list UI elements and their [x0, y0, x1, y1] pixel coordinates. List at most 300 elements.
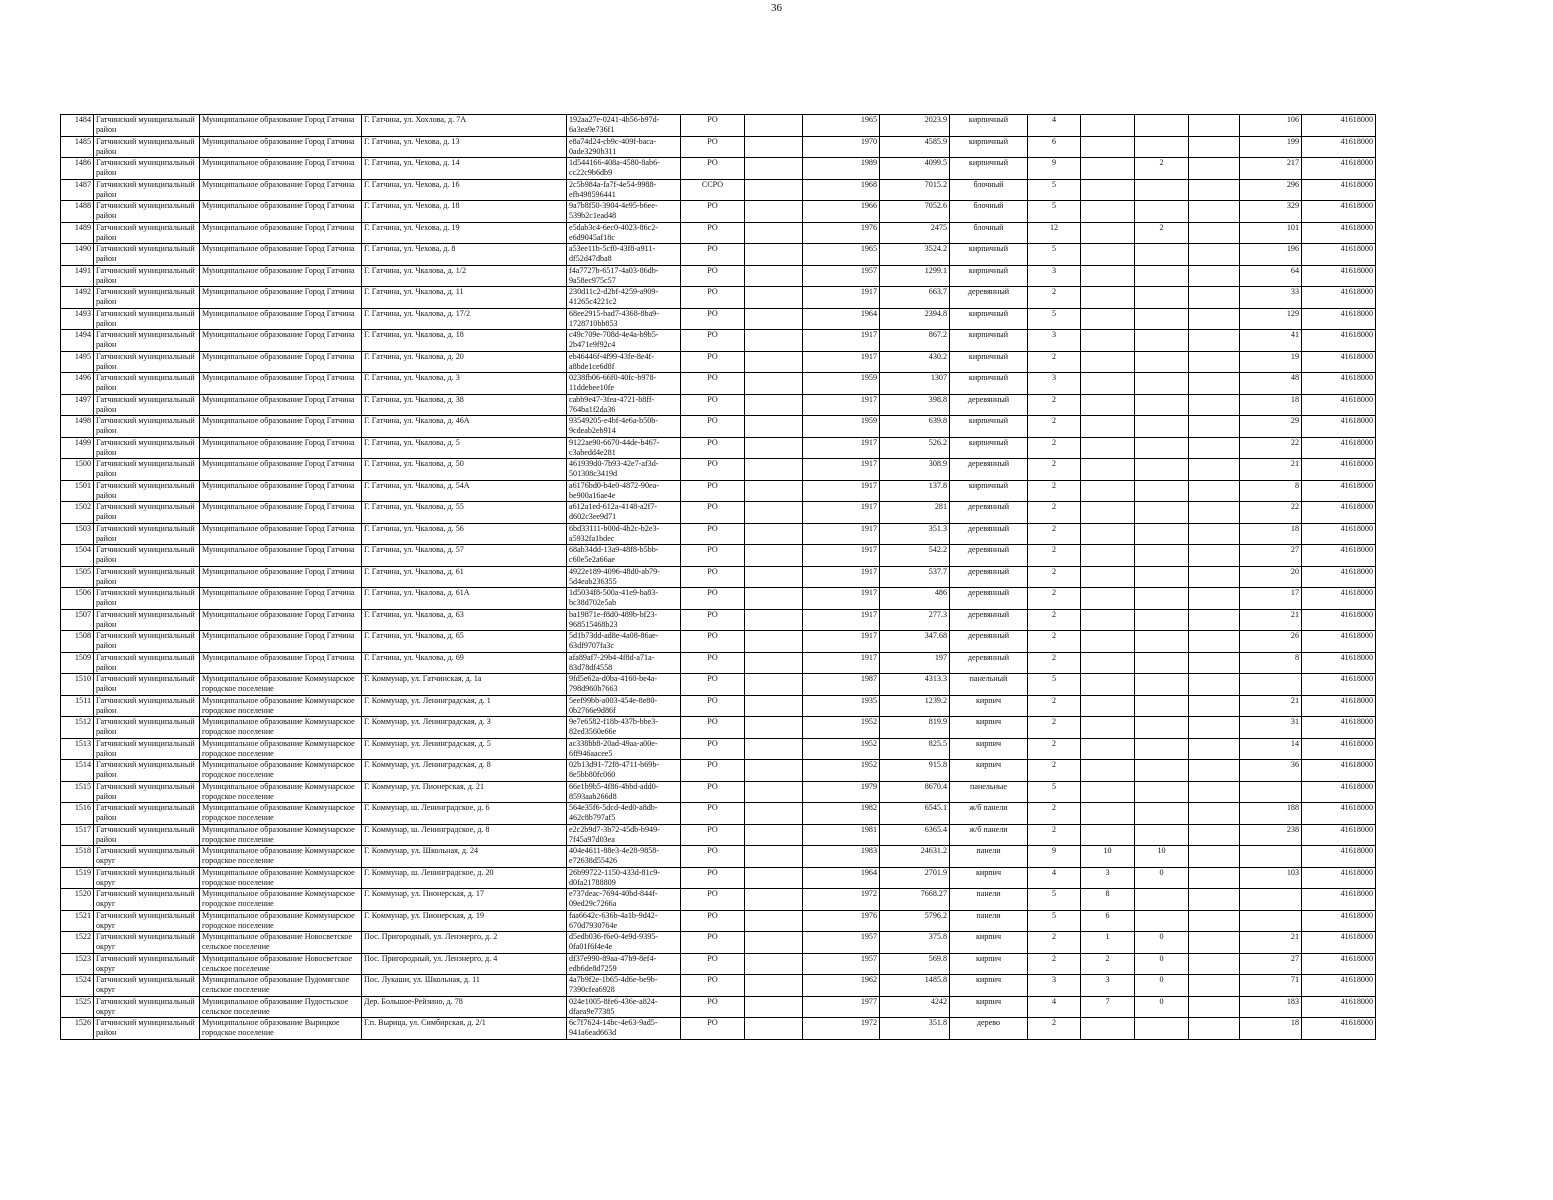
wall-material-cell: панельный: [950, 674, 1028, 696]
municipality-cell: Муниципальное образование Коммунарское городское поселение: [200, 781, 362, 803]
wall-material-cell: деревянный: [950, 545, 1028, 567]
floors-cell: 5: [1028, 781, 1081, 803]
oktmo-cell: 41618000: [1302, 953, 1376, 975]
residents-cell: 21: [1240, 932, 1302, 954]
address-cell: Г. Гатчина, ул. Чкалова, д. 61А: [362, 588, 567, 610]
oktmo-cell: 41618000: [1302, 803, 1376, 825]
entrances-cell: [1081, 480, 1135, 502]
page-number: 36: [771, 2, 782, 14]
oktmo-cell: 41618000: [1302, 437, 1376, 459]
district-cell: Гатчинский муниципальный район: [94, 760, 200, 782]
empty-cell: [745, 760, 803, 782]
year-cell: 1982: [803, 803, 880, 825]
year-cell: 1959: [803, 373, 880, 395]
row-number: 1520: [61, 889, 94, 911]
district-cell: Гатчинский муниципальный район: [94, 824, 200, 846]
floors-cell: 3: [1028, 975, 1081, 997]
empty-cell: [1189, 244, 1240, 266]
row-number: 1524: [61, 975, 94, 997]
residents-cell: 19: [1240, 351, 1302, 373]
area-cell: 2023.9: [880, 115, 950, 137]
residents-cell: 20: [1240, 566, 1302, 588]
program-cell: РО: [681, 717, 745, 739]
table-row: [61, 545, 1376, 567]
extra-cell: 10: [1135, 846, 1189, 868]
district-cell: Гатчинский муниципальный район: [94, 695, 200, 717]
floors-cell: 2: [1028, 545, 1081, 567]
extra-cell: [1135, 308, 1189, 330]
oktmo-cell: 41618000: [1302, 695, 1376, 717]
year-cell: 1917: [803, 545, 880, 567]
table-row: [61, 201, 1376, 223]
extra-cell: [1135, 889, 1189, 911]
guid-cell: 404e4611-88e3-4e28-9858-e72638d55426: [567, 846, 681, 868]
year-cell: 1976: [803, 222, 880, 244]
address-cell: Г. Коммунар, ул. Школьная, д. 24: [362, 846, 567, 868]
program-cell: РО: [681, 373, 745, 395]
district-cell: Гатчинский муниципальный район: [94, 738, 200, 760]
empty-cell: [1189, 932, 1240, 954]
table-row: [61, 932, 1376, 954]
empty-cell: [745, 953, 803, 975]
oktmo-cell: 41618000: [1302, 738, 1376, 760]
empty-cell: [1189, 523, 1240, 545]
program-cell: РО: [681, 867, 745, 889]
area-cell: 4242: [880, 996, 950, 1018]
oktmo-cell: 41618000: [1302, 115, 1376, 137]
address-cell: Г. Гатчина, ул. Чкалова, д. 17/2: [362, 308, 567, 330]
row-number: 1500: [61, 459, 94, 481]
floors-cell: 12: [1028, 222, 1081, 244]
municipality-cell: Муниципальное образование Коммунарское городское поселение: [200, 889, 362, 911]
wall-material-cell: деревянный: [950, 631, 1028, 653]
table-row: [61, 1018, 1376, 1040]
empty-cell: [1189, 136, 1240, 158]
municipality-cell: Муниципальное образование Город Гатчина: [200, 523, 362, 545]
municipality-cell: Муниципальное образование Город Гатчина: [200, 652, 362, 674]
district-cell: Гатчинский муниципальный район: [94, 652, 200, 674]
table-row: [61, 179, 1376, 201]
empty-cell: [1189, 459, 1240, 481]
year-cell: 1966: [803, 201, 880, 223]
wall-material-cell: деревянный: [950, 652, 1028, 674]
area-cell: 569.8: [880, 953, 950, 975]
table-row: [61, 394, 1376, 416]
district-cell: Гатчинский муниципальный район: [94, 437, 200, 459]
empty-cell: [1189, 545, 1240, 567]
oktmo-cell: 41618000: [1302, 631, 1376, 653]
district-cell: Гатчинский муниципальный район: [94, 803, 200, 825]
wall-material-cell: кирпичный: [950, 158, 1028, 180]
residents-cell: 8: [1240, 652, 1302, 674]
municipality-cell: Муниципальное образование Город Гатчина: [200, 373, 362, 395]
area-cell: 430.2: [880, 351, 950, 373]
residents-cell: 48: [1240, 373, 1302, 395]
guid-cell: d5edb036-f6e0-4e9d-9395-0fa01f6f4e4e: [567, 932, 681, 954]
row-number: 1493: [61, 308, 94, 330]
residents-cell: 183: [1240, 996, 1302, 1018]
area-cell: 5796.2: [880, 910, 950, 932]
residents-cell: 18: [1240, 523, 1302, 545]
residents-cell: [1240, 889, 1302, 911]
row-number: 1488: [61, 201, 94, 223]
floors-cell: 2: [1028, 824, 1081, 846]
entrances-cell: [1081, 222, 1135, 244]
guid-cell: 66e1b9b5-4f86-4bbd-add0-8593aab266d8: [567, 781, 681, 803]
wall-material-cell: деревянный: [950, 502, 1028, 524]
municipality-cell: Муниципальное образование Город Гатчина: [200, 459, 362, 481]
residents-cell: 27: [1240, 545, 1302, 567]
floors-cell: 2: [1028, 523, 1081, 545]
municipality-cell: Муниципальное образование Пудостьское сельское поселение: [200, 996, 362, 1018]
address-cell: Г. Гатчина, ул. Чкалова, д. 38: [362, 394, 567, 416]
entrances-cell: [1081, 158, 1135, 180]
empty-cell: [745, 996, 803, 1018]
empty-cell: [1189, 502, 1240, 524]
address-cell: Г. Коммунар, ул. Пионерская, д. 19: [362, 910, 567, 932]
district-cell: Гатчинский муниципальный район: [94, 545, 200, 567]
program-cell: РО: [681, 545, 745, 567]
floors-cell: 4: [1028, 115, 1081, 137]
guid-cell: 0238fb06-66f0-40fc-b978-11ddebee10fe: [567, 373, 681, 395]
district-cell: Гатчинский муниципальный район: [94, 609, 200, 631]
empty-cell: [745, 158, 803, 180]
address-cell: Г. Гатчина, ул. Чехова, д. 13: [362, 136, 567, 158]
address-cell: Г. Гатчина, ул. Чкалова, д. 5: [362, 437, 567, 459]
extra-cell: [1135, 136, 1189, 158]
municipality-cell: Муниципальное образование Город Гатчина: [200, 136, 362, 158]
floors-cell: 2: [1028, 416, 1081, 438]
residents-cell: 217: [1240, 158, 1302, 180]
year-cell: 1979: [803, 781, 880, 803]
municipality-cell: Муниципальное образование Коммунарское городское поселение: [200, 824, 362, 846]
floors-cell: 2: [1028, 287, 1081, 309]
wall-material-cell: кирпичный: [950, 351, 1028, 373]
year-cell: 1917: [803, 437, 880, 459]
wall-material-cell: деревянный: [950, 287, 1028, 309]
guid-cell: 4a7b9f2e-1b65-4d6e-be9b-7390cfea6928: [567, 975, 681, 997]
address-cell: Г. Гатчина, ул. Чкалова, д. 18: [362, 330, 567, 352]
address-cell: Г. Гатчина, ул. Чкалова, д. 50: [362, 459, 567, 481]
entrances-cell: 2: [1081, 953, 1135, 975]
wall-material-cell: ж/б панели: [950, 803, 1028, 825]
row-number: 1510: [61, 674, 94, 696]
guid-cell: cabb9e47-3fea-4721-b8ff-764ba1f2da36: [567, 394, 681, 416]
empty-cell: [1189, 996, 1240, 1018]
oktmo-cell: 41618000: [1302, 201, 1376, 223]
municipality-cell: Муниципальное образование Город Гатчина: [200, 480, 362, 502]
table-row: [61, 330, 1376, 352]
empty-cell: [1189, 953, 1240, 975]
empty-cell: [1189, 867, 1240, 889]
table-row: [61, 953, 1376, 975]
empty-cell: [745, 351, 803, 373]
program-cell: РО: [681, 781, 745, 803]
residents-cell: 36: [1240, 760, 1302, 782]
municipality-cell: Муниципальное образование Коммунарское городское поселение: [200, 867, 362, 889]
guid-cell: df37e990-89aa-47b9-8ef4-edb6de8d7259: [567, 953, 681, 975]
entrances-cell: [1081, 717, 1135, 739]
empty-cell: [1189, 695, 1240, 717]
residents-cell: 33: [1240, 287, 1302, 309]
district-cell: Гатчинский муниципальный округ: [94, 846, 200, 868]
oktmo-cell: 41618000: [1302, 932, 1376, 954]
municipality-cell: Муниципальное образование Новосветское сельское поселение: [200, 953, 362, 975]
program-cell: РО: [681, 244, 745, 266]
empty-cell: [1189, 910, 1240, 932]
wall-material-cell: дерево: [950, 1018, 1028, 1040]
oktmo-cell: 41618000: [1302, 889, 1376, 911]
wall-material-cell: деревянный: [950, 609, 1028, 631]
district-cell: Гатчинский муниципальный округ: [94, 996, 200, 1018]
empty-cell: [745, 588, 803, 610]
floors-cell: 2: [1028, 1018, 1081, 1040]
entrances-cell: [1081, 244, 1135, 266]
table-body: [61, 115, 1376, 1040]
entrances-cell: [1081, 115, 1135, 137]
oktmo-cell: 41618000: [1302, 287, 1376, 309]
guid-cell: 93549205-e4bf-4e6a-b50b-9cdeab2eb914: [567, 416, 681, 438]
table-row: [61, 136, 1376, 158]
district-cell: Гатчинский муниципальный район: [94, 523, 200, 545]
year-cell: 1952: [803, 717, 880, 739]
municipality-cell: Муниципальное образование Город Гатчина: [200, 179, 362, 201]
entrances-cell: [1081, 738, 1135, 760]
entrances-cell: [1081, 824, 1135, 846]
program-cell: РО: [681, 523, 745, 545]
empty-cell: [745, 244, 803, 266]
oktmo-cell: 41618000: [1302, 136, 1376, 158]
row-number: 1511: [61, 695, 94, 717]
year-cell: 1983: [803, 846, 880, 868]
table-row: [61, 631, 1376, 653]
year-cell: 1964: [803, 308, 880, 330]
empty-cell: [745, 394, 803, 416]
floors-cell: 5: [1028, 889, 1081, 911]
program-cell: РО: [681, 803, 745, 825]
extra-cell: [1135, 760, 1189, 782]
area-cell: 486: [880, 588, 950, 610]
municipality-cell: Муниципальное образование Коммунарское городское поселение: [200, 695, 362, 717]
empty-cell: [745, 631, 803, 653]
address-cell: Г. Коммунар, ул. Ленинградская, д. 8: [362, 760, 567, 782]
extra-cell: [1135, 717, 1189, 739]
wall-material-cell: панельные: [950, 781, 1028, 803]
entrances-cell: [1081, 265, 1135, 287]
row-number: 1486: [61, 158, 94, 180]
district-cell: Гатчинский муниципальный район: [94, 265, 200, 287]
extra-cell: [1135, 566, 1189, 588]
extra-cell: 0: [1135, 932, 1189, 954]
row-number: 1515: [61, 781, 94, 803]
wall-material-cell: кирпичный: [950, 265, 1028, 287]
area-cell: 3524.2: [880, 244, 950, 266]
program-cell: РО: [681, 437, 745, 459]
table-row: [61, 975, 1376, 997]
area-cell: 537.7: [880, 566, 950, 588]
table-row: [61, 695, 1376, 717]
entrances-cell: 6: [1081, 910, 1135, 932]
guid-cell: a6176bd0-b4e0-4872-90ea-be900a16ae4e: [567, 480, 681, 502]
guid-cell: 68ab34dd-13a9-48f8-b5bb-c60e5e2a66ae: [567, 545, 681, 567]
area-cell: 4585.9: [880, 136, 950, 158]
year-cell: 1917: [803, 588, 880, 610]
wall-material-cell: кирпич: [950, 996, 1028, 1018]
oktmo-cell: 41618000: [1302, 158, 1376, 180]
row-number: 1505: [61, 566, 94, 588]
wall-material-cell: деревянный: [950, 588, 1028, 610]
year-cell: 1917: [803, 351, 880, 373]
year-cell: 1957: [803, 265, 880, 287]
area-cell: 197: [880, 652, 950, 674]
extra-cell: 2: [1135, 158, 1189, 180]
extra-cell: [1135, 1018, 1189, 1040]
municipality-cell: Муниципальное образование Город Гатчина: [200, 222, 362, 244]
empty-cell: [745, 502, 803, 524]
extra-cell: [1135, 910, 1189, 932]
housing-registry-table: [60, 114, 1376, 1040]
guid-cell: ac338bb8-20ad-49aa-a00e-6ff946aacee5: [567, 738, 681, 760]
district-cell: Гатчинский муниципальный район: [94, 373, 200, 395]
area-cell: 867.2: [880, 330, 950, 352]
floors-cell: 3: [1028, 373, 1081, 395]
empty-cell: [1189, 480, 1240, 502]
floors-cell: 2: [1028, 695, 1081, 717]
wall-material-cell: кирпич: [950, 867, 1028, 889]
district-cell: Гатчинский муниципальный район: [94, 631, 200, 653]
table-row: [61, 308, 1376, 330]
program-cell: РО: [681, 824, 745, 846]
empty-cell: [745, 932, 803, 954]
wall-material-cell: кирпичный: [950, 308, 1028, 330]
residents-cell: 14: [1240, 738, 1302, 760]
entrances-cell: [1081, 652, 1135, 674]
area-cell: 1299.1: [880, 265, 950, 287]
guid-cell: faa6642c-636b-4a1b-9d42-670d7930764e: [567, 910, 681, 932]
oktmo-cell: 41618000: [1302, 373, 1376, 395]
residents-cell: 22: [1240, 437, 1302, 459]
empty-cell: [1189, 824, 1240, 846]
municipality-cell: Муниципальное образование Город Гатчина: [200, 287, 362, 309]
municipality-cell: Муниципальное образование Город Гатчина: [200, 308, 362, 330]
table-row: [61, 846, 1376, 868]
area-cell: 1307: [880, 373, 950, 395]
empty-cell: [745, 201, 803, 223]
area-cell: 4313.3: [880, 674, 950, 696]
guid-cell: 9fd5e62a-d0ba-4160-be4a-798d960b7663: [567, 674, 681, 696]
address-cell: Г. Коммунар, ш. Ленинградское, д. 8: [362, 824, 567, 846]
wall-material-cell: панели: [950, 889, 1028, 911]
municipality-cell: Муниципальное образование Город Гатчина: [200, 566, 362, 588]
district-cell: Гатчинский муниципальный район: [94, 566, 200, 588]
municipality-cell: Муниципальное образование Город Гатчина: [200, 416, 362, 438]
wall-material-cell: кирпичный: [950, 244, 1028, 266]
entrances-cell: 3: [1081, 975, 1135, 997]
residents-cell: [1240, 910, 1302, 932]
district-cell: Гатчинский муниципальный район: [94, 222, 200, 244]
area-cell: 308.9: [880, 459, 950, 481]
table-row: [61, 373, 1376, 395]
residents-cell: 8: [1240, 480, 1302, 502]
guid-cell: 5eef99bb-a003-454e-8e80-0b2766e9d86f: [567, 695, 681, 717]
program-cell: РО: [681, 609, 745, 631]
municipality-cell: Муниципальное образование Город Гатчина: [200, 437, 362, 459]
address-cell: Г. Гатчина, ул. Чехова, д. 18: [362, 201, 567, 223]
empty-cell: [745, 459, 803, 481]
table-row: [61, 416, 1376, 438]
floors-cell: 9: [1028, 846, 1081, 868]
extra-cell: [1135, 416, 1189, 438]
program-cell: РО: [681, 459, 745, 481]
municipality-cell: Муниципальное образование Вырицкое городское поселение: [200, 1018, 362, 1040]
table-row: [61, 566, 1376, 588]
program-cell: РО: [681, 953, 745, 975]
guid-cell: 26b99722-1150-433d-81c9-d0fa21788809: [567, 867, 681, 889]
oktmo-cell: 41618000: [1302, 910, 1376, 932]
district-cell: Гатчинский муниципальный район: [94, 588, 200, 610]
table-row: [61, 502, 1376, 524]
wall-material-cell: деревянный: [950, 566, 1028, 588]
year-cell: 1917: [803, 480, 880, 502]
oktmo-cell: 41618000: [1302, 652, 1376, 674]
table-row: [61, 158, 1376, 180]
district-cell: Гатчинский муниципальный район: [94, 459, 200, 481]
oktmo-cell: 41618000: [1302, 566, 1376, 588]
empty-cell: [1189, 265, 1240, 287]
table-row: [61, 781, 1376, 803]
empty-cell: [745, 523, 803, 545]
year-cell: 1976: [803, 910, 880, 932]
year-cell: 1964: [803, 867, 880, 889]
floors-cell: 9: [1028, 158, 1081, 180]
extra-cell: [1135, 330, 1189, 352]
year-cell: 1917: [803, 394, 880, 416]
address-cell: Г. Коммунар, ш. Ленинградское, д. 6: [362, 803, 567, 825]
empty-cell: [1189, 416, 1240, 438]
entrances-cell: 1: [1081, 932, 1135, 954]
area-cell: 375.8: [880, 932, 950, 954]
empty-cell: [745, 115, 803, 137]
table-row: [61, 889, 1376, 911]
municipality-cell: Муниципальное образование Коммунарское городское поселение: [200, 803, 362, 825]
extra-cell: [1135, 179, 1189, 201]
table-row: [61, 222, 1376, 244]
extra-cell: [1135, 652, 1189, 674]
program-cell: РО: [681, 932, 745, 954]
municipality-cell: Муниципальное образование Коммунарское городское поселение: [200, 760, 362, 782]
residents-cell: 21: [1240, 459, 1302, 481]
district-cell: Гатчинский муниципальный район: [94, 502, 200, 524]
empty-cell: [745, 308, 803, 330]
empty-cell: [745, 287, 803, 309]
residents-cell: 296: [1240, 179, 1302, 201]
table-row: [61, 351, 1376, 373]
area-cell: 281: [880, 502, 950, 524]
table-row: [61, 910, 1376, 932]
extra-cell: 2: [1135, 222, 1189, 244]
row-number: 1490: [61, 244, 94, 266]
program-cell: РО: [681, 566, 745, 588]
empty-cell: [745, 975, 803, 997]
address-cell: Г. Коммунар, ул. Гатчинская, д. 1а: [362, 674, 567, 696]
floors-cell: 2: [1028, 609, 1081, 631]
address-cell: Г. Гатчина, ул. Чкалова, д. 61: [362, 566, 567, 588]
oktmo-cell: 41618000: [1302, 760, 1376, 782]
table-row: [61, 287, 1376, 309]
program-cell: РО: [681, 222, 745, 244]
address-cell: Г. Гатчина, ул. Чехова, д. 19: [362, 222, 567, 244]
entrances-cell: [1081, 609, 1135, 631]
